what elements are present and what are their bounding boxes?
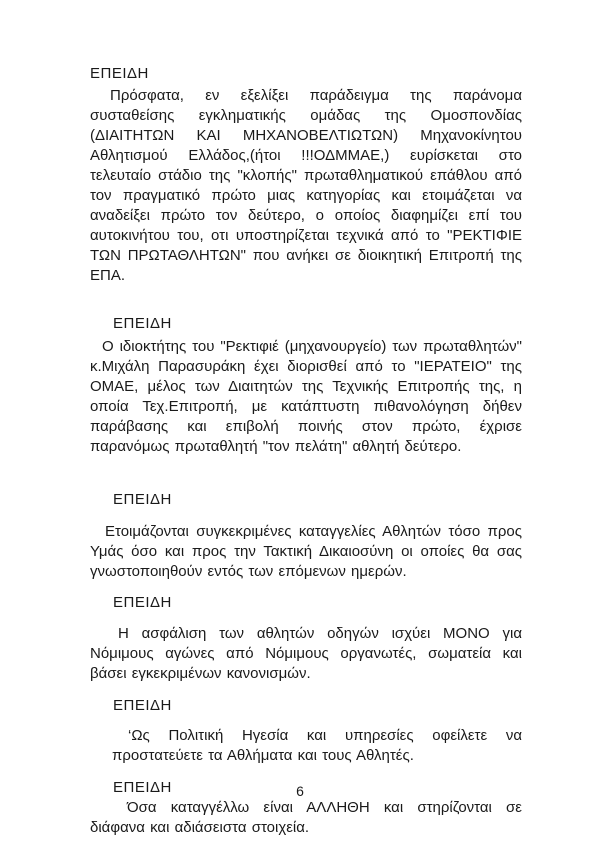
whereas-section-4 (90, 593, 522, 684)
page-number: 6 (296, 783, 304, 799)
whereas-section-1 (90, 64, 522, 286)
section-heading: ΕΠΕΙΔΗ (113, 491, 172, 508)
section-heading: ΕΠΕΙΔΗ (90, 65, 149, 82)
section-paragraph: ‘Ως Πολιτική Ηγεσία και υπηρεσίες οφείλετε να προστατεύετε τα Αθλήματα και τους Αθλητές. (112, 727, 522, 764)
section-paragraph: Όσα καταγγέλλω είναι ΑΛΛΗΘΗ και στηρίζονται σε διάφανα και αδιάσειστα στοιχεία. (90, 799, 522, 836)
section-paragraph: Ετοιμάζονται συγκεκριμένες καταγγελίες Αθλητών τόσο προς Υμάς όσο και προς την Τακτική Δικαιοσύνη οι οποίες θα σας γνωστοποιηθούν εντός των επόμενων ημερών. (90, 523, 522, 580)
section-paragraph: Ο ιδιοκτήτης του "Ρεκτιφιέ (μηχανουργείο) των πρωταθλητών" κ.Μιχάλη Παρασυράκη έχει διορισθεί από το "ΙΕΡΑΤΕΙΟ" της ΟΜΑΕ, μέλος των Διαιτητών της Τεχνικής Επιτροπής της, η οποία Τεχ.Επιτροπή, με κατάπτυστη πιθανολόγηση δήθεν παράβασης και επιβολή ποινής στον πρώτο, έχρισε παρανόμως πρωταθλητή "τον πελάτη" αθλητή δεύτερο. (90, 338, 522, 455)
section-heading: ΕΠΕΙΔΗ (113, 697, 172, 714)
section-heading: ΕΠΕΙΔΗ (113, 315, 172, 332)
whereas-section-3 (90, 490, 522, 582)
whereas-section-2 (90, 314, 522, 457)
section-paragraph: Πρόσφατα, εν εξελίξει παράδειγμα της παράνομα συσταθείσης εγκληματικής ομάδας της Ομοσπονδίας (ΔΙΑΙΤΗΤΩΝ ΚΑΙ ΜΗΧΑΝΟΒΕΛΤΙΩΤΩΝ) Μηχανοκίνητου Αθλητισμού Ελλάδος,(ήτοι !!!ΟΔΜΜΑΕ,) ευρίσκεται στο τελευταίο στάδιο της "κλοπής" πρωταθληματικού επάθλου από τον πραγματικό πρώτο μιας κατηγορίας και ετοιμάζεται να αναδείξει πρώτο τον δεύτερο, ο οποίος διαφημίζει επί του αυτοκινήτου του, οτι υποστηρίζεται τεχνικά από το "ΡΕΚΤΙΦΙΕ ΤΩΝ ΠΡΩΤΑΘΛΗΤΩΝ" που ανήκει σε διοικητική Επιτροπή της ΕΠΑ. (90, 87, 522, 284)
whereas-section-5 (90, 696, 522, 766)
section-heading: ΕΠΕΙΔΗ (113, 594, 172, 611)
section-heading: ΕΠΕΙΔΗ (113, 779, 172, 796)
section-paragraph: Η ασφάλιση των αθλητών οδηγών ισχύει ΜΟΝΟ για Νόμιμους αγώνες από Νόμιμους οργανωτές, σωματεία και βάσει εγκεκριμένων κανονισμών. (90, 625, 522, 682)
